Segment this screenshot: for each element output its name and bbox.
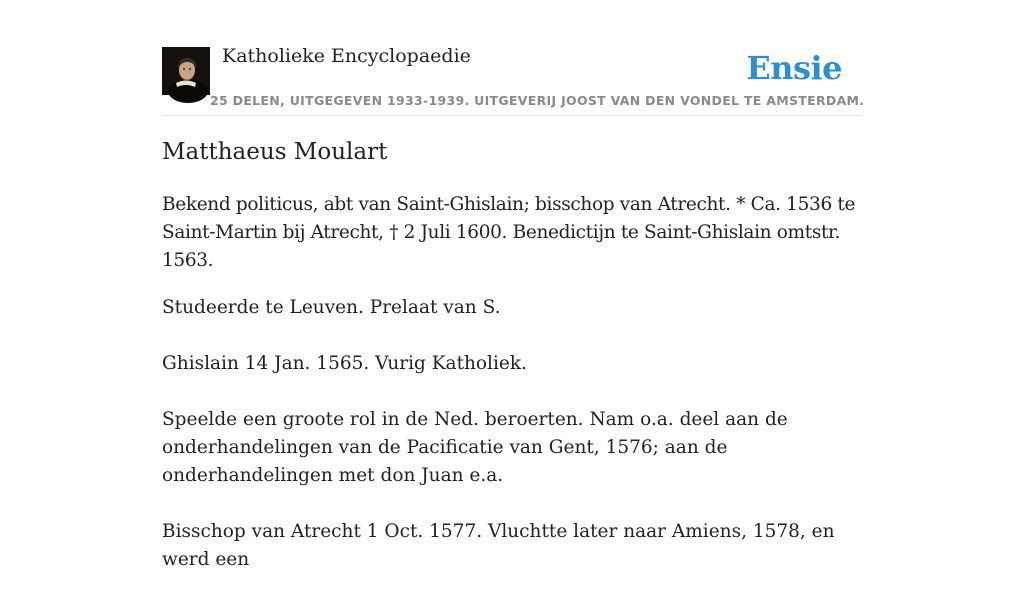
article-paragraph: Bisschop van Atrecht 1 Oct. 1577. Vluchtte later naar Amiens, 1578, en werd een <box>162 521 835 570</box>
brand-logo-link[interactable]: Ensie <box>746 49 842 87</box>
content-column <box>162 0 865 570</box>
portrait-avatar-icon[interactable] <box>162 47 210 95</box>
source-meta: 25 DELEN, UITGEGEVEN 1933-1939. UITGEVERIJ JOOST VAN DEN VONDEL TE AMSTERDAM. <box>210 93 865 108</box>
article-paragraph: Ghislain 14 Jan. 1565. Vurig Katholiek. <box>162 353 527 374</box>
article-paragraph: Studeerde te Leuven. Prelaat van S. <box>162 297 501 318</box>
article-body <box>162 191 862 602</box>
article-paragraph: Bekend politicus, abt van Saint-Ghislain; bisschop van Atrecht. * Ca. 1536 te Saint-Martin bij Atrecht, † 2 Juli 1600. Benedictijn te Saint-Ghislain omtstr. 1563. <box>162 194 856 271</box>
source-title[interactable]: Katholieke Encyclopaedie <box>222 45 471 67</box>
source-header <box>162 0 865 116</box>
article-paragraph: Speelde een groote rol in de Ned. beroerten. Nam o.a. deel aan de onderhandelingen van de Pacificatie van Gent, 1576; aan de onderhandelingen met don Juan e.a. <box>162 409 788 486</box>
article-title: Matthaeus Moulart <box>162 139 388 165</box>
